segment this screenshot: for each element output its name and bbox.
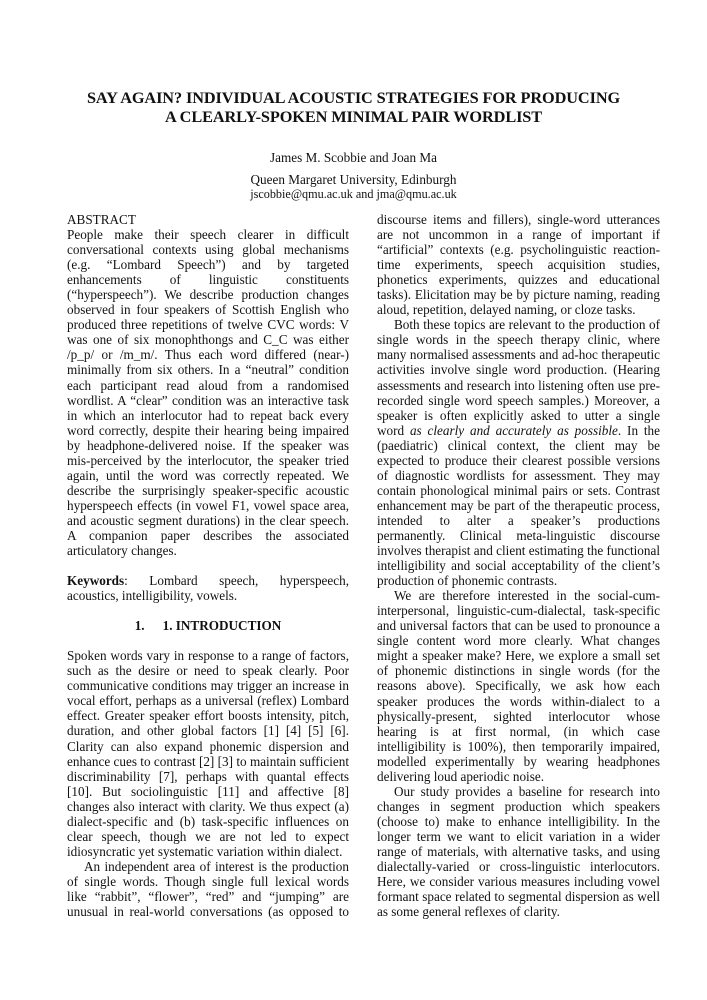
affiliation-block [40,172,667,202]
paragraph-3-text-a: Both these topics are relevant to the production of single words in the speech therapy clinic, where many normalised assessments and ad-hoc therapeutic activities involve single word production. (Hearing assessments and research into listening often use pre-recorded single word speech samples.) Moreover, a speaker is often explicitly asked to utter a single word [377,317,660,438]
left-column [67,212,349,919]
abstract-heading: ABSTRACT [67,212,136,227]
section-number: 1. [134,618,145,634]
abstract-text: People make their speech clearer in difficult conversational contexts using global mechanisms (e.g. “Lombard Speech”) and by targeted enhancements of linguistic constituents (“hyperspeech”). We describe production changes observed in four speakers of Scottish English who produced three repetitions of twelve CVC words: V was one of six monophthongs and C_C was either /p_p/ or /m_m/. Thus each word differed (near-) minimally from six others. In a “neutral” condition each participant read aloud from a randomised wordlist. A “clear” condition was an interactive task in which an interlocutor had to repeat back every word correctly, despite their hearing being impaired by headphone-delivered noise. If the speaker was mis-perceived by the interlocutor, the speaker tried again, until the word was correctly repeated. We describe the surprisingly speaker-specific acoustic hyperspeech effects (in vowel F1, vowel space area, and acoustic segment durations) in the clear speech. A companion paper describes the associated articulatory changes. [67,227,349,559]
right-column [377,212,660,919]
title-line-2: A CLEARLY-SPOKEN MINIMAL PAIR WORDLIST [164,107,543,126]
paper-title [40,88,667,126]
intro-paragraph-2: An independent area of interest is the production of single words. Though single full lexical words like “rabbit”, “flower”, “red” and “jumping” are unusual in real-world conversations (as opposed to [67,858,349,920]
section-heading-introduction [67,618,349,633]
keywords-text: : Lombard speech, hyperspeech, acoustics, intelligibility, vowels. [67,573,349,604]
intro-paragraph-3 [377,317,660,588]
keywords-label: Keywords [67,573,125,589]
section-title: 1. INTRODUCTION [162,618,282,634]
paragraph-3-text-b: . In the (paediatric) clinical context, the client may be expected to produce their clearest possible versions of diagnostic wordlists for assessment. They may contain phonological minimal pairs or sets. Contrast enhancement may be part of the therapeutic process, intended to alter a speaker’s productions permanently. Clinical meta-linguistic discourse involves therapist and client estimating the functional intelligibility and social acceptability of the client’s production of phonemic contrasts. [377,422,660,589]
author-emails: jscobbie@qmu.ac.uk and jma@qmu.ac.uk [250,187,457,201]
title-line-1: SAY AGAIN? INDIVIDUAL ACOUSTIC STRATEGIES FOR PRODUCING [86,88,621,107]
intro-paragraph-4: We are therefore interested in the social-cum-interpersonal, linguistic-cum-dialectal, task-specific and universal factors that can be used to pronounce a single content word more clearly. What changes might a speaker make? Here, we explore a small set of phonemic distinctions in single words (for the reasons above). Specifically, we ask how each speaker produces the words within-dialect to a physically-present, sighted interlocutor whose hearing is at first normal, (in which case intelligibility is 100%), then temporarily impaired, modelled experimentally by wearing headphones delivering loud aperiodic noise. [377,588,660,784]
intro-paragraph-2-continued: discourse items and fillers), single-word utterances are not uncommon in a range of important if “artificial” contexts (e.g. psycholinguistic reaction-time experiments, speech acquisition studies, phonetics experiments, quizzes and educational tasks). Elicitation may be by picture naming, reading aloud, repetition, delayed naming, or cloze tasks. [377,212,660,318]
keywords [67,573,349,603]
affiliation: Queen Margaret University, Edinburgh [250,172,457,187]
authors: James M. Scobbie and Joan Ma [269,150,437,165]
intro-paragraph-5: Our study provides a baseline for research into changes in segment production which speakers (choose to) make to enhance intelligibility. In the longer term we want to elicit variation in a wider range of materials, with alternative tasks, and using dialectally-varied or cross-linguistic interlocutors. Here, we consider various measures including vowel formant space related to segmental dispersion as well as some general reflexes of clarity. [377,783,660,920]
paragraph-3-emphasis: as clearly and accurately as possible [409,422,618,438]
intro-paragraph-1: Spoken words vary in response to a range of factors, such as the desire or need to speak clearly. Poor communicative conditions may trigger an increase in vocal effort, perhaps as a universal (reflex) Lombard effect. Greater speaker effort boosts intensity, pitch, duration, and other global factors [1] [4] [5] [6]. Clarity can also expand phonemic dispersion and enhance cues to contrast [2] [3] to maintain sufficient discriminability [7], perhaps with quantal effects [10]. But sociolinguistic [11] and affective [8] changes also interact with clarity. We thus expect (a) dialect-specific and (b) task-specific influences on clear speech, though we are not led to expect idiosyncratic yet systematic variation within dialect. [67,648,349,859]
